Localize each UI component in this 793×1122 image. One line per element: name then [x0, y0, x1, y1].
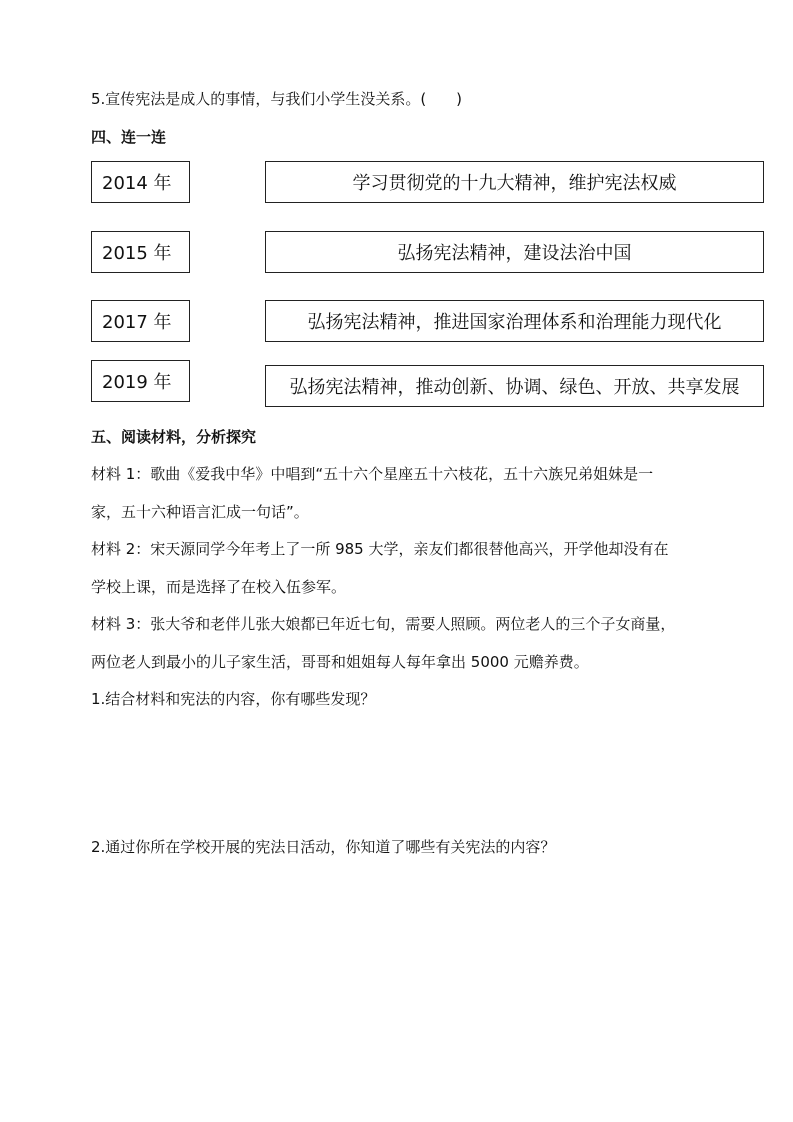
- year-box-2019: 2019 年: [91, 360, 190, 402]
- material-2-line-2: 学校上课，而是选择了在校入伍参军。: [91, 578, 347, 596]
- question-1: 1.结合材料和宪法的内容，你有哪些发现？: [91, 690, 376, 708]
- phrase-box-4: 弘扬宪法精神，推动创新、协调、绿色、开放、共享发展: [265, 365, 764, 407]
- material-3-line-1: 材料 3：张大爷和老伴儿张大娘都已年近七旬，需要人照顾。两位老人的三个子女商量，: [91, 615, 676, 633]
- year-box-2015: 2015 年: [91, 231, 190, 273]
- question-2: 2.通过你所在学校开展的宪法日活动，你知道了哪些有关宪法的内容？: [91, 838, 556, 856]
- year-box-2017: 2017 年: [91, 300, 190, 342]
- material-2-line-1: 材料 2：宋天源同学今年考上了一所 985 大学，亲友们都很替他高兴，开学他却没有在: [91, 540, 669, 558]
- question-5: 5.宣传宪法是成人的事情，与我们小学生没关系。( ): [91, 90, 463, 108]
- phrase-box-1: 学习贯彻党的十九大精神，维护宪法权威: [265, 161, 764, 203]
- year-box-2014: 2014 年: [91, 161, 190, 203]
- material-1-line-1: 材料 1：歌曲《爱我中华》中唱到“五十六个星座五十六枝花，五十六族兄弟姐妹是一: [91, 465, 654, 483]
- material-3-line-2: 两位老人到最小的儿子家生活，哥哥和姐姐每人每年拿出 5000 元赡养费。: [91, 653, 589, 671]
- phrase-box-3: 弘扬宪法精神，推进国家治理体系和治理能力现代化: [265, 300, 764, 342]
- section-5-heading: 五、阅读材料，分析探究: [91, 428, 257, 446]
- phrase-box-2: 弘扬宪法精神，建设法治中国: [265, 231, 764, 273]
- material-1-line-2: 家，五十六种语言汇成一句话”。: [91, 503, 309, 521]
- section-4-heading: 四、连一连: [91, 128, 167, 146]
